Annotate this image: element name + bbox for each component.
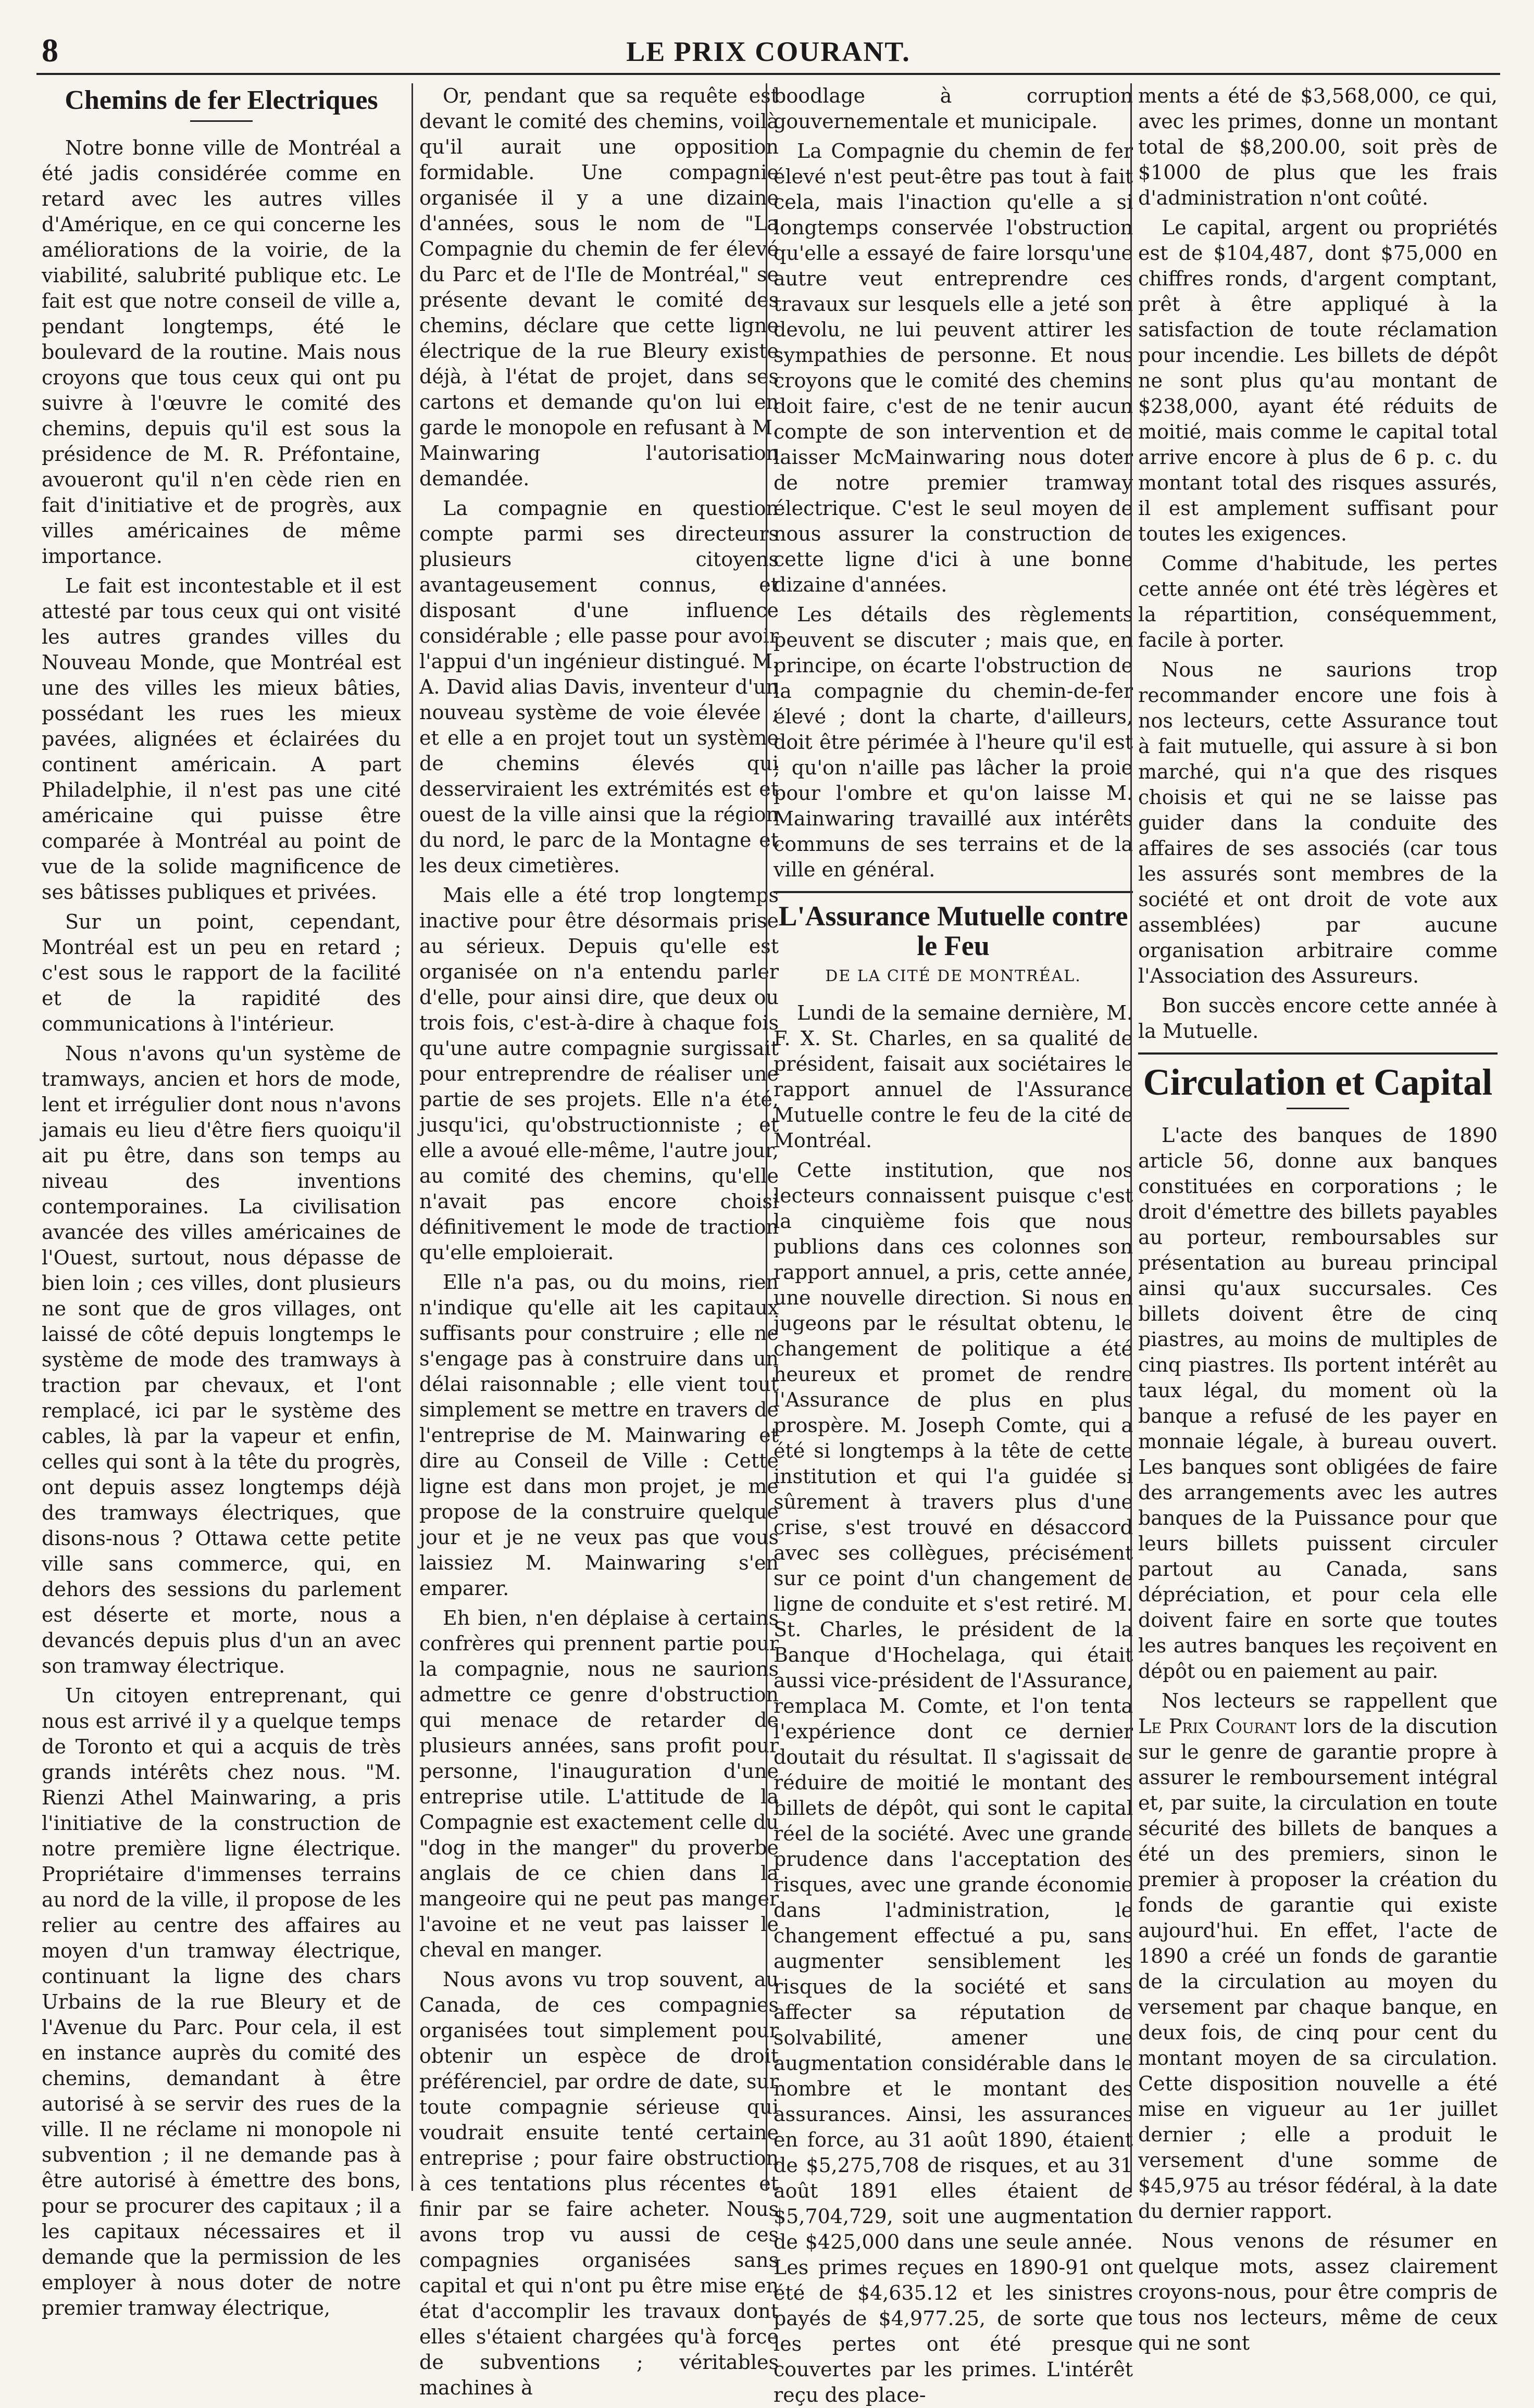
paragraph (1138, 1688, 1498, 2224)
page-number: 8 (42, 32, 58, 69)
page-header (36, 16, 1500, 75)
paragraph: Lundi de la semaine dernière, M. F. X. St. Charles, en sa qualité de président, faisait aux sociétaires le rapport annuel de l'Assurance Mutuelle contre le feu de la cité de Montréal. (774, 1001, 1133, 1152)
text-run: Nos lecteurs se rappellent que (1162, 1689, 1498, 1712)
paragraph: Notre bonne ville de Montréal a été jadis considérée comme en retard avec les autres villes d'Amérique, en ce qui concerne les améliorations de la voirie, de la viabilité, salubrité publique etc. Le fait est que notre conseil de ville a, pendant longtemps, été le boulevard de la routine. Mais nous croyons que tous ceux qui ont pu suivre à l'œuvre le comité des chemins, depuis qu'il est sous la présidence de M. R. Préfontaine, avoueront qu'il n'en cède rien en fait d'initiative et de progrès, aux villes américaines de même importance. (42, 136, 401, 568)
heading-divider (190, 120, 253, 122)
publication-name: Le Prix Courant (1138, 1714, 1296, 1738)
paragraph: L'acte des banques de 1890 article 56, donne aux banques constituées en corporations ; le droit d'émettre des billets payables au porteur, remboursables sur présentation au bureau principal ainsi qu'aux succursales. Ces billets doivent être de cinq piastres, au moins de multiples de cinq piastres. Ils portent intérêt au taux légal, du moment où la banque a refusé de les payer en monnaie légale, à bureau ouvert. Les banques sont obligées de faire des arrangements avec les autres banques de la Puissance pour que leurs billets puissent circuler partout au Canada, sans dépréciation, et pour cela elle doivent faire en sorte que toutes les autres banques les reçoivent en dépôt ou en paiement au pair. (1138, 1123, 1498, 1683)
paragraph: Bon succès encore cette année à la Mutuelle. (1138, 994, 1498, 1043)
paragraph: Eh bien, n'en déplaise à certains confrères qui prennent partie pour la compagnie, nous ne saurions admettre ce genre d'obstruction qui menace de retarder de plusieurs années, sans profit pour personne, l'inauguration d'une entreprise utile. L'attitude de la Compagnie est exactement celle du "dog in the manger" du proverbe anglais de ce chien dans la mangeoire qui ne peut pas manger l'avoine et ne veut pas laisser le cheval en manger. (419, 1607, 779, 1961)
article-subheading: DE LA CITÉ DE MONTRÉAL. (825, 967, 1081, 986)
paragraph: ments a été de $3,568,000, ce qui, avec les primes, donne un montant total de $8,200.00, soit près de $1000 de plus que les frais d'administration n'ont coûté. (1138, 84, 1498, 209)
column-3 (774, 83, 1133, 2407)
paragraph: Elle n'a pas, ou du moins, rien n'indique qu'elle ait les capitaux suffisants pour construire ; elle ne s'engage pas à construire dans un délai raisonnable ; elle vient tout simplement se mettre en travers de l'entreprise de M. Mainwaring et dire au Conseil de Ville : Cette ligne est dans mon projet, je me propose de la construire quelque jour et je ne veux pas que vous laissiez M. Mainwaring s'en emparer. (419, 1271, 779, 1600)
section-divider (1138, 1052, 1498, 1055)
column-1 (42, 83, 401, 2319)
paragraph: La Compagnie du chemin de fer élevé n'est peut-être pas tout à fait cela, mais l'inaction qu'elle a si longtemps conservée l'obstruction qu'elle a essayé de faire lorsqu'une autre veut entreprendre ces travaux sur lesquels elle a jeté son devolu, ne lui peuvent attirer les sympathies de personne. Et nous croyons que le comité des chemins doit faire, c'est de ne tenir aucun compte de son intervention et de laisser McMainwaring nous doter de notre premier tramway électrique. C'est le seul moyen de nous assurer la construction de cette ligne d'ici à une bonne dizaine d'années. (774, 140, 1133, 596)
article-heading-circulation: Circulation et Capital (1143, 1061, 1493, 1103)
column-divider (1130, 83, 1132, 2191)
section-divider (774, 891, 1133, 893)
paragraph: La compagnie en question compte parmi ses directeurs plusieurs citoyens avantageusement connus, et disposant d'une influence considérable ; elle passe pour avoir l'appui d'un ingénieur distingué. M. A. David alias Davis, inventeur d'un nouveau système de voie élevée ; et elle a en projet tout un système de chemins élevés qui desserviraient les extrémités est et ouest de la ville ainsi que la région du nord, le parc de la Montagne et les deux cimetières. (419, 497, 779, 877)
column-divider (411, 83, 413, 2191)
paragraph: Nous n'avons qu'un système de tramways, ancien et hors de mode, lent et irrégulier dont nous n'avons jamais eu lieu d'être fiers quoiqu'il ait pu être, dans son temps au niveau des inventions contemporaines. La civilisation avancée des villes américaines de l'Ouest, surtout, nous dépasse de bien loin ; ces villes, dont plusieurs ne sont que de gros villages, ont laissé de côté depuis longtemps le système de mode des tramways à traction par chevaux, et l'ont remplacé, ici par le système des cables, là par la vapeur et enfin, celles qui sont à la tête du progrès, ont depuis assez longtemps déjà des tramways électriques, que disons-nous ? Ottawa cette petite ville sans commerce, qui, en dehors des sessions du parlement est déserte et morte, nous a devancés depuis plus d'un an avec son tramway électrique. (42, 1042, 401, 1677)
paragraph: Nous venons de résumer en quelque mots, assez clairement croyons-nous, pour être compris de tous nos lecteurs, même de ceux qui ne sont (1138, 2229, 1498, 2354)
paragraph: Comme d'habitude, les pertes cette année ont été très légères et la répartition, conséquemment, facile à porter. (1138, 552, 1498, 651)
paragraph: Nous ne saurions trop recommander encore une fois à nos lecteurs, cette Assurance tout à fait mutuelle, qui assure à si bon marché, qui n'a que des risques choisis et qui ne se laisse pas guider dans la conduite des affaires de ses associés (car tous les assurés sont membres de la société et ont droit de vote aux assemblées) par aucune organisation arbitraire comme l'Association des Assureurs. (1138, 658, 1498, 987)
paragraph: Les détails des règlements peuvent se discuter ; mais que, en principe, on écarte l'obstruction de la compagnie du chemin-de-fer élevé ; dont la charte, d'ailleurs, doit être périmée à l'heure qu'il est ; qu'on n'aille pas lâcher la proie pour l'ombre et qu'on laisse M. Mainwaring travaillé aux intérêts communs de ses terrains et de la ville en général. (774, 603, 1133, 881)
column-4 (1138, 83, 1498, 2354)
text-run: lors de la discution sur le genre de garantie propre à assurer le remboursement intégral et, par suite, la circulation en toute sécurité des billets de banques a été un des premiers, sinon le premier à proposer la création du fonds de garantie qui existe aujourd'hui. En effet, l'acte de 1890 a créé un fonds de garantie de la circulation au moyen du versement par chaque banque, en deux fois, de cinq pour cent du montant moyen de sa circulation. Cette disposition nouvelle a été mise en vigueur au 1er juillet dernier ; elle a produit le versement d'une somme de $45,975 au trésor fédéral, à la date du dernier rapport. (1138, 1714, 1498, 2223)
article-heading-chemins-de-fer: Chemins de fer Electriques (65, 85, 378, 115)
paragraph: boodlage à corruption gouvernementale et municipale. (774, 84, 1133, 133)
paragraph: Nous avons vu trop souvent, au Canada, de ces compagnies organisées tout simplement pour obtenir un espèce de droit préférenciel, par ordre de date, sur toute compagnie sérieuse qui voudrait ensuite tenté certaine entreprise ; pour faire obstruction à ces tentations plus récentes et finir par se faire acheter. Nous avons trop vu aussi de ces compagnies organisées sans capital et qui n'ont pu être mise en état d'accomplir les travaux dont elles s'étaient chargées qu'à force de subventions ; véritables machines à (419, 1968, 779, 2399)
paragraph: Un citoyen entreprenant, qui nous est arrivé il y a quelque temps de Toronto et qui a acquis de très grands intérêts chez nous. "M. Rienzi Athel Mainwaring, a pris l'initiative de la construction de notre première ligne électrique. Propriétaire d'immenses terrains au nord de la ville, il propose de les relier au centre des affaires au moyen d'un tramway électrique, continuant la ligne des chars Urbains de la rue Bleury et de l'Avenue du Parc. Pour cela, il est en instance auprès du comité des chemins, demandant à être autorisé à se servir des rues de la ville. Il ne réclame ni monopole ni subvention ; il ne demande pas à être autorisé à émettre des bons, pour se procurer des capitaux ; il a les capitaux nécessaires et il demande que la permission de les employer à nous doter de notre premier tramway électrique, (42, 1684, 401, 2319)
column-2 (419, 83, 779, 2399)
article-heading-assurance-mutuelle: L'Assurance Mutuelle contre le Feu (778, 900, 1128, 961)
paragraph: Sur un point, cependant, Montréal est un peu en retard ; c'est sous le rapport de la facilité et de la rapidité des communications à l'intérieur. (42, 910, 401, 1035)
column-divider (766, 83, 767, 2191)
paragraph: Or, pendant que sa requête est devant le comité des chemins, voilà qu'il aurait une opposition formidable. Une compagnie organisée il y a une dizaine d'années, sous le nom de "La Compagnie du chemin de fer élevé du Parc et de l'Ile de Montréal," se présente devant le comité des chemins, déclare que cette ligne électrique de la rue Bleury existe déjà, à l'état de projet, dans ses cartons et demande qu'on lui en garde le monopole en refusant à M. Mainwaring l'autorisation demandée. (419, 84, 779, 490)
paragraph: Cette institution, que nos lecteurs connaissent puisque c'est la cinquième fois que nous publions dans ces colonnes son rapport annuel, a pris, cette année, une nouvelle direction. Si nous en jugeons par le résultat obtenu, le changement de politique a été heureux et promet de rendre l'Assurance de plus en plus prospère. M. Joseph Comte, qui a été si longtemps à la tête de cette institution et qui l'a guidée si sûrement à travers plus d'une crise, s'est trouvé en désaccord avec ses collègues, précisément sur ce point d'un changement de ligne de conduite et s'est retiré. M. St. Charles, le président de la Banque d'Hochelaga, qui était aussi vice-président de l'Assurance, remplaca M. Comte, et l'on tenta l'expérience dont ce dernier doutait du résultat. Il s'agissait de réduire de moitié le montant des billets de dépôt, qui sont le capital réel de la société. Avec une grande prudence dans l'acceptation des risques, avec une grande économie dans l'administration, le changement effectué a pu, sans augmenter sensiblement les risques de la société et sans affecter sa réputation de solvabilité, amener une augmentation considérable dans le nombre et le montant des assurances. Ainsi, les assurances en force, au 31 août 1890, étaient de $5,275,708 de risques, et au 31 août 1891 elles étaient de $5,704,729, soit une augmentation de $425,000 dans une seule année. Les primes reçues en 1890-91 ont été de $4,635.12 et les sinistres payés de $4,977.25, de sorte que les pertes ont été presque couvertes par les primes. L'intérêt reçu des place- (774, 1159, 1133, 2407)
newspaper-title: LE PRIX COURANT. (626, 36, 911, 67)
heading-divider (1287, 1108, 1349, 1109)
paragraph: Le capital, argent ou propriétés est de $104,487, dont $75,000 en chiffres ronds, d'argent comptant, prêt à être appliqué à la satisfaction de toute réclamation pour incendie. Les billets de dépôt ne sont plus qu'au montant de $238,000, ayant été réduits de moitié, mais comme le capital total arrive encore à plus de 6 p. c. du montant total des risques assurés, il est amplement suffisant pour toutes les exigences. (1138, 216, 1498, 545)
paragraph: Mais elle a été trop longtemps inactive pour être désormais prise au sérieux. Depuis qu'elle est organisée on n'a entendu parler d'elle, pour ainsi dire, que deux ou trois fois, c'est-à-dire à chaque fois qu'une autre compagnie surgissait pour entreprendre de réaliser une partie de ses projets. Elle n'a été, jusqu'ici, qu'obstructionniste ; et elle a avoué elle-même, l'autre jour, au comité des chemins, qu'elle n'avait pas encore choisi définitivement le mode de traction qu'elle emploierait. (419, 884, 779, 1264)
paragraph: Le fait est incontestable et il est attesté par tous ceux qui ont visité les autres grandes villes du Nouveau Monde, que Montréal est une des villes les mieux bâties, possédant les rues les mieux pavées, alignées et éclairées du continent américain. A part Philadelphie, il n'est pas une cité américaine qui puisse être comparée à Montréal au point de vue de la solide magnificence de ses bâtisses publiques et privées. (42, 574, 401, 904)
